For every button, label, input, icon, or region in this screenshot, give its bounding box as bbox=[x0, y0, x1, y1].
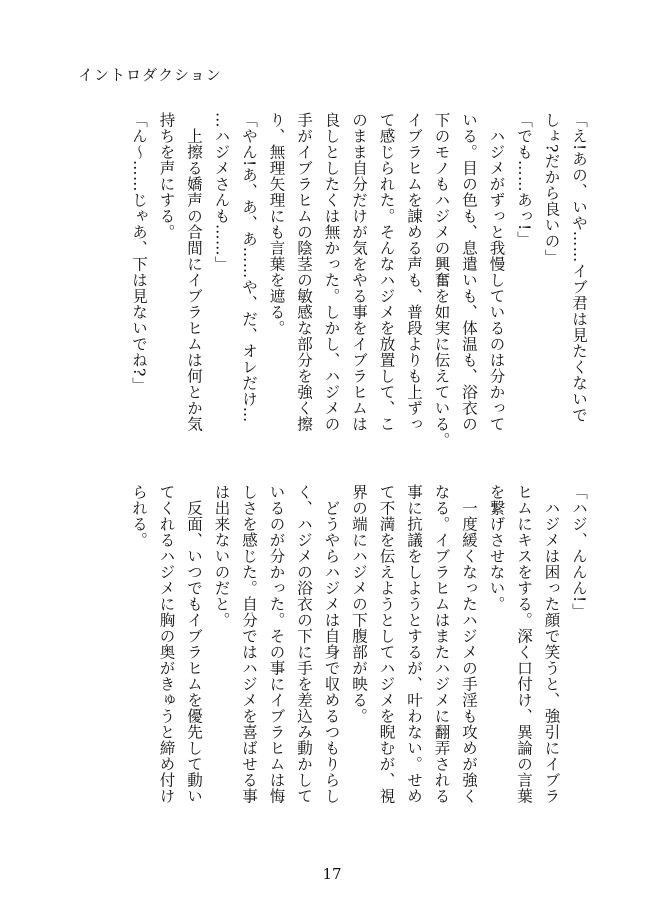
text-line: ヒムにキスをする。深く口付け、異論の言葉 bbox=[515, 484, 533, 804]
text-line: 上擦る嬌声の合間にイブラヒムは何とか気 bbox=[185, 112, 203, 432]
page-number: 17 bbox=[322, 865, 342, 883]
text-line: 「でも……あっ!」 bbox=[515, 112, 533, 247]
text-line: しょ?だから良いの」 bbox=[542, 112, 561, 265]
text-line: のまま自分だけが気をやる事をイブラヒムは bbox=[350, 112, 368, 432]
text-line: 界の端にハジメの下腹部が映る。 bbox=[350, 484, 368, 724]
text-line: 事に抗議をしようとするが、叶わない。せめ bbox=[405, 484, 423, 804]
text-line: を繋げさせない。 bbox=[487, 484, 506, 612]
text-line: 良しとしたくは無かった。しかし、ハジメの bbox=[322, 112, 341, 432]
text-line: て感じられた。そんなハジメを放置して、こ bbox=[377, 112, 396, 432]
text-line: く、ハジメの浴衣の下に手を差込み動かして bbox=[295, 484, 313, 804]
text-line: 「ハジ、んんん!」 bbox=[570, 484, 588, 619]
text-line: て不満を伝えようとしてハジメを睨むが、視 bbox=[377, 484, 396, 804]
text-line: 手がイブラヒムの陰茎の敏感な部分を強く擦 bbox=[295, 112, 313, 432]
text-line: 「ん～……じゃあ、下は見ないでね?」 bbox=[130, 112, 148, 393]
text-line: 「え!あの、いや……イブ君は見たくないで bbox=[570, 112, 588, 423]
chapter-title: イントロダクション bbox=[78, 66, 222, 84]
text-line: なる。イブラヒムはまたハジメに翻弄される bbox=[432, 484, 451, 804]
text-line: ハジメがずっと我慢しているのは分かって bbox=[487, 112, 506, 432]
lower-text-block bbox=[125, 484, 593, 844]
text-line: られる。 bbox=[130, 484, 148, 548]
text-line: …ハジメさんも……」 bbox=[212, 112, 231, 272]
text-line: 下のモノもハジメの興奮を如実に伝えている。 bbox=[432, 112, 451, 448]
text-line: 反面、いつでもイブラヒムを優先して動い bbox=[185, 484, 203, 804]
text-line: 持ちを声にする。 bbox=[157, 112, 176, 240]
text-line: り、無理矢理にも言葉を遮る。 bbox=[267, 112, 286, 336]
text-line: イブラヒムを諌める声も、普段よりも上ずっ bbox=[405, 112, 423, 432]
text-line: ハジメは困った顔で笑うと、強引にイブラ bbox=[542, 484, 561, 804]
text-line: いる。目の色も、息遣いも、体温も、浴衣の bbox=[460, 112, 478, 432]
text-line: 「やん!あ、あ、あ……や、だ、オレだけ… bbox=[240, 112, 258, 423]
text-line: いるのが分かった。その事にイブラヒムは悔 bbox=[267, 484, 286, 804]
upper-text-block bbox=[125, 112, 593, 457]
text-line: しさを感じた。自分ではハジメを喜ばせる事 bbox=[240, 484, 258, 804]
text-line: てくれるハジメに胸の奥がきゅうと締め付け bbox=[157, 484, 176, 804]
text-line: 一度緩くなったハジメの手淫も攻めが強く bbox=[460, 484, 478, 804]
text-line: は出来ないのだと。 bbox=[212, 484, 231, 628]
text-line: どうやらハジメは自身で収めるつもりらし bbox=[322, 484, 341, 804]
